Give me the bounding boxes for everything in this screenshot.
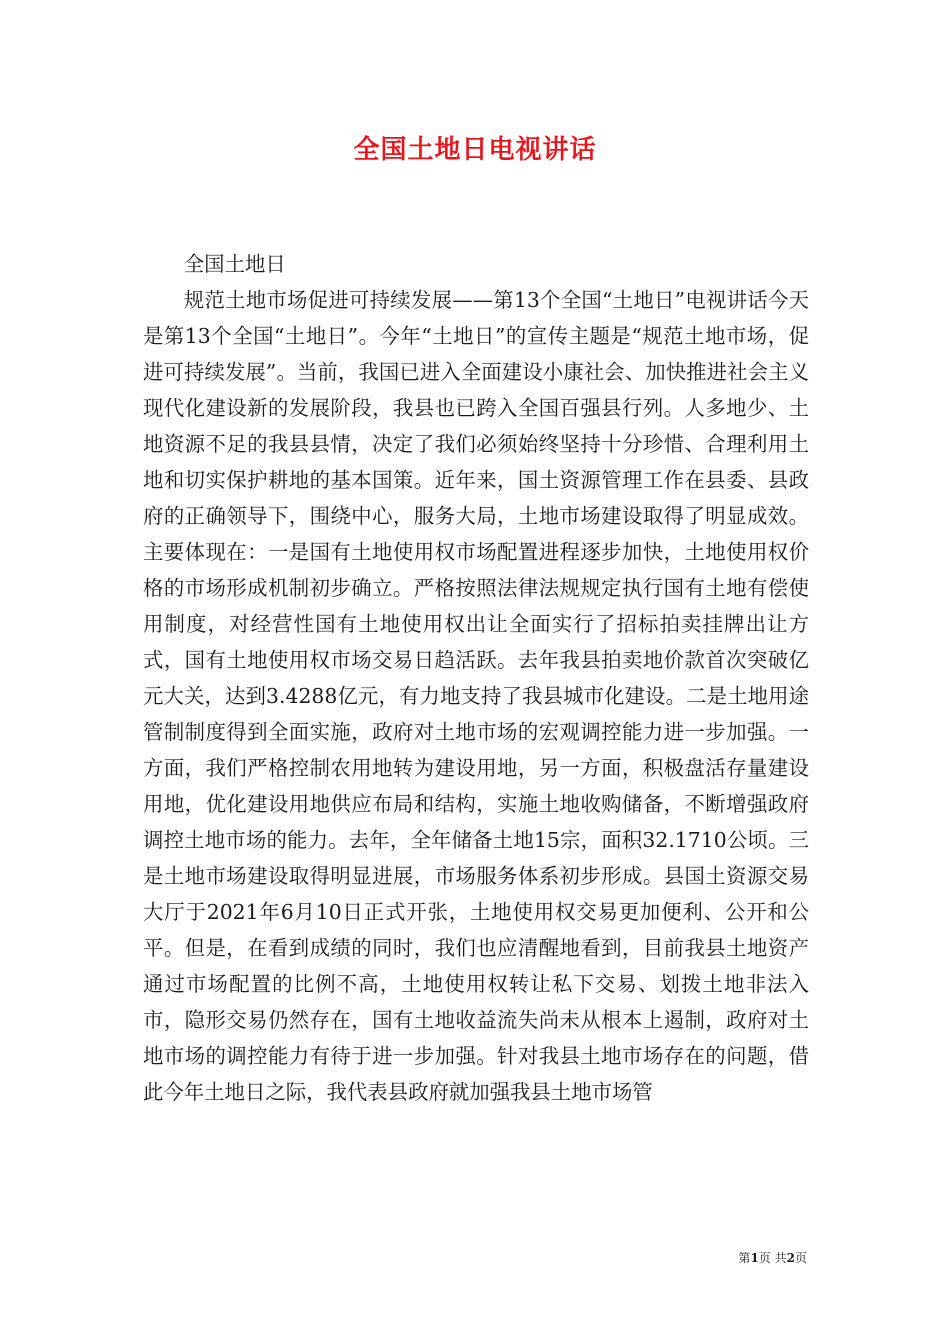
current-page-number: 1 (750, 1251, 759, 1265)
document-body (143, 246, 809, 1110)
footer-suffix: 页 (794, 1251, 807, 1265)
total-pages-number: 2 (786, 1251, 795, 1265)
subtitle-paragraph: 全国土地日 (183, 252, 286, 276)
body-paragraph: 规范土地市场促进可持续发展——第13个全国“土地日”电视讲话今天是第13个全国“土地日”。今年“土地日”的宣传主题是“规范土地市场，促进可持续发展”。当前，我国已进入全面建设小康社会、加快推进社会主义现代化建设新的发展阶段，我县也已跨入全国百强县行列。人多地少、土地资源不足的我县县情，决定了我们必须始终坚持十分珍惜、合理利用土地和切实保护耕地的基本国策。近年来，国土资源管理工作在县委、县政府的正确领导下，围绕中心，服务大局，土地市场建设取得了明显成效。主要体现在：一是国有土地使用权市场配置进程逐步加快，土地使用权价格的市场形成机制初步确立。严格按照法律法规规定执行国有土地有偿使用制度，对经营性国有土地使用权出让全面实行了招标拍卖挂牌出让方式，国有土地使用权市场交易日趋活跃。去年我县拍卖地价款首次突破亿元大关，达到3.4288亿元，有力地支持了我县城市化建设。二是土地用途管制制度得到全面实施，政府对土地市场的宏观调控能力进一步加强。一方面，我们严格控制农用地转为建设用地，另一方面，积极盘活存量建设用地，优化建设用地供应布局和结构，实施土地收购储备，不断增强政府调控土地市场的能力。去年，全年储备土地15宗，面积32.1710公顷。三是土地市场建设取得明显进展，市场服务体系初步形成。县国土资源交易大厅于2021年6月10日正式开张，土地使用权交易更加便利、公开和公平。但是，在看到成绩的同时，我们也应清醒地看到，目前我县土地资产通过市场配置的比例不高，土地使用权转让私下交易、划拨土地非法入市，隐形交易仍然存在，国有土地收益流失尚未从根本上遏制，政府对土地市场的调控能力有待于进一步加强。针对我县土地市场存在的问题，借此今年土地日之际，我代表县政府就加强我县土地市场管 (143, 288, 809, 1104)
footer-middle: 页 共 (758, 1251, 787, 1265)
page-footer (738, 1250, 807, 1266)
footer-prefix: 第 (738, 1251, 751, 1265)
document-title: 全国土地日电视讲话 (353, 135, 597, 165)
